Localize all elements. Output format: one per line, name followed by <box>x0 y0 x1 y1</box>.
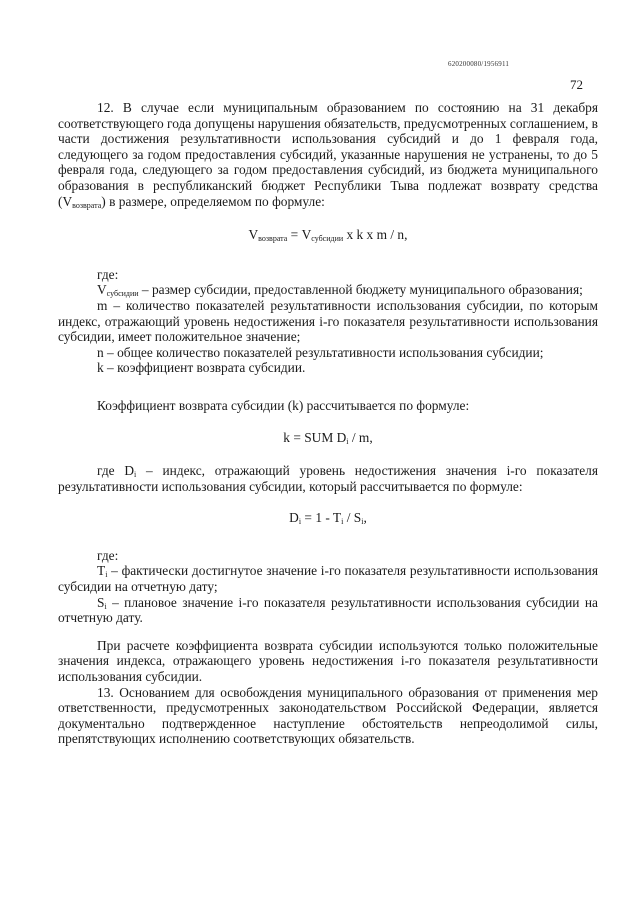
di-definition: где $D_i$ – индекс, отражающий уровень недостижения значения i-го показателя результативности использования субсидии, который рассчитывается по формуле: <box>58 463 598 494</box>
definition-s: $S_i$ – плановое значение i-го показателя результативности использования субсидии на отчетную дату. <box>58 594 598 626</box>
formula-refund: $V_{возврата} = V_{субсидии}$ x k x m / n, <box>248 227 408 244</box>
positive-values-note: При расчете коэффициента возврата субсидии используются только положительные значения индекса, отражающего уровень недостижения i-го показателя результативности использования субсидии. <box>58 637 598 685</box>
formula-di: $D_i = 1 - T_i / S_i$, <box>289 510 367 527</box>
document-body <box>58 100 598 747</box>
definition-m: m – количество показателей результативности использования субсидии, по которым индекс, отражающий уровень недостижения i-го показателя результативности использования субсидии, имеет положительное значение; <box>58 297 598 345</box>
document-code: 620200080/1956911 <box>448 60 510 68</box>
where-label-2: где: <box>97 547 119 563</box>
definition-v: $V_{субсидии}$ – размер субсидии, предоставленной бюджету муниципального образования; <box>97 282 583 299</box>
paragraph-12: 12. В случае если муниципальным образованием по состоянию на 31 декабря соответствующего года допущены нарушения обязательств, предусмотренных соглашением, в части достижения результативности использования субсидий и до 1 февраля года, следующего за годом предоставления субсидий, указанные нарушения не устранены, то до 5 февраля года, следующего за годом предоставления субсидий, из бюджета муниципального образования в республиканский бюджет Республики Тыва подлежат возврату средства $(V_{возврата})$ в размере, определяемом по формуле: <box>58 100 598 210</box>
paragraph-13: 13. Основанием для освобождения муниципального образования от применения мер ответственности, предусмотренных законодательством Российской Федерации, является документально подтвержденное наступление обстоятельств непреодолимой силы, препятствующих исполнению соответствующих обязательств. <box>58 684 598 747</box>
page-number: 72 <box>570 77 583 92</box>
where-label-1: где: <box>97 266 119 282</box>
definition-t: $T_i$ – фактически достигнутое значение i-го показателя результативности использования субсидии на отчетную дату; <box>58 563 598 595</box>
formula-k: k = SUM $D_i$ / m, <box>283 429 373 446</box>
k-intro: Коэффициент возврата субсидии (k) рассчитывается по формуле: <box>97 397 470 413</box>
definition-k: k – коэффициент возврата субсидии. <box>97 360 306 376</box>
definition-n: n – общее количество показателей результативности использования субсидии; <box>97 344 544 360</box>
